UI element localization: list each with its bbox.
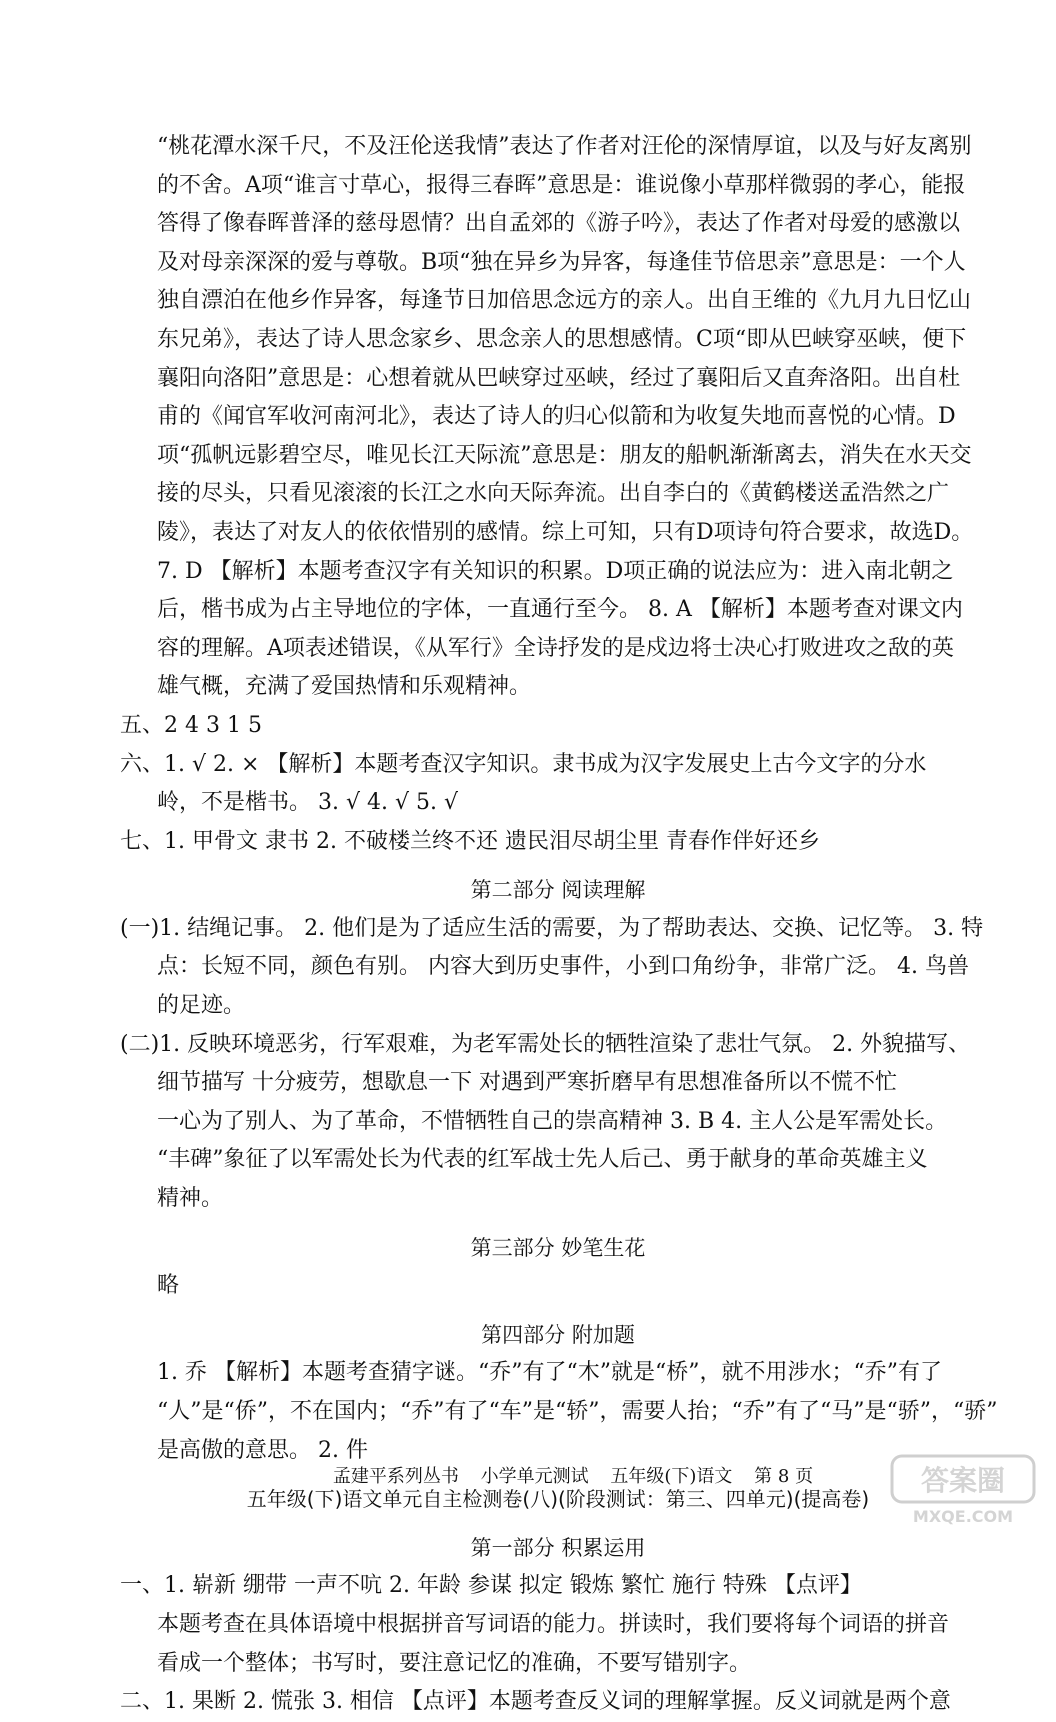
text-line: “桃花潭水深千尺，不及汪伦送我情”表达了作者对汪伦的深情厚谊，以及与好友离别 <box>157 134 972 159</box>
watermark-url: MXQE.COM <box>912 1507 1014 1526</box>
section-heading: 第二部分 阅读理解 <box>470 878 646 903</box>
text-line: 二、1. 果断 2. 慌张 3. 相信 【点评】本题考查反义词的理解掌握。反义词就是两个意 <box>120 1689 951 1715</box>
text-line: 七、1. 甲骨文 隶书 2. 不破楼兰终不还 遗民泪尽胡尘里 青春作伴好还乡 <box>120 828 820 854</box>
watermark-text: 答案圈 <box>920 1464 1006 1497</box>
footer-series: 孟建平系列丛书 <box>332 1466 459 1487</box>
text-line: 接的尽头，只看见滚滚的长江之水向天际奔流。出自李白的《黄鹤楼送孟浩然之广 <box>157 481 950 507</box>
text-line: 五、2 4 3 1 5 <box>120 712 262 738</box>
text-line: 六、1. √ 2. × 【解析】本题考查汉字知识。隶书成为汉字发展史上古今文字的分水 <box>120 751 927 777</box>
text-line: 的足迹。 <box>157 993 246 1019</box>
text-line: (二)1. 反映环境恶劣，行军艰难，为老军需处长的牺牲渲染了悲壮气氛。 2. 外貌描写、 <box>120 1031 971 1057</box>
text-line: 及对母亲深深的爱与尊敬。B项“独在异乡为异客，每逢佳节倍思亲”意思是：一个人 <box>157 249 966 275</box>
watermark-logo-icon <box>888 1450 1038 1530</box>
text-line: 一心为了别人、为了革命，不惜牺牲自己的崇高精神 3. B 4. 主人公是军需处长。 <box>157 1108 948 1134</box>
section-heading: 第一部分 积累运用 <box>470 1535 646 1560</box>
text-line: 1. 乔 【解析】本题考查猜字谜。“乔”有了“木”就是“桥”，就不用涉水；“乔”有了 <box>157 1360 942 1386</box>
section-heading: 第三部分 妙笔生花 <box>470 1235 646 1260</box>
footer-grade: 五年级(下)语文 <box>610 1466 733 1487</box>
section-heading: 第四部分 附加题 <box>481 1322 635 1347</box>
text-line: 是高傲的意思。 2. 件 <box>157 1437 368 1463</box>
text-line: 的不舍。A项“谁言寸草心，报得三春晖”意思是：谁说像小草那样微弱的孝心，能报 <box>157 172 966 198</box>
text-line: 后，楷书成为占主导地位的字体，一直通行至今。 8. A 【解析】本题考查对课文内 <box>157 597 963 623</box>
text-line: (一)1. 结绳记事。 2. 他们是为了适应生活的需要，为了帮助表达、交换、记忆等。 3. 特 <box>120 915 984 941</box>
text-line: 独自漂泊在他乡作异客，每逢节日加倍思念远方的亲人。出自王维的《九月九日忆山 <box>157 288 972 314</box>
text-line: 雄气概，充满了爱国热情和乐观精神。 <box>157 674 532 700</box>
text-line: 容的理解。A项表述错误，《从军行》全诗抒发的是戍边将士决心打败进攻之敌的英 <box>157 635 954 661</box>
footer-page-number: 第 8 页 <box>754 1466 814 1487</box>
text-line: 岭，不是楷书。 3. √ 4. √ 5. √ <box>157 790 458 816</box>
text-line: 甫的《闻官军收河南河北》，表达了诗人的归心似箭和为收复失地而喜悦的心情。D <box>157 404 956 430</box>
text-line: 细节描写 十分疲劳，想歇息一下 对遇到严寒折磨早有思想准备所以不慌不忙 <box>157 1070 897 1096</box>
text-line: 略 <box>157 1273 180 1299</box>
text-line: 答得了像春晖普泽的慈母恩情？出自孟郊的《游子吟》，表达了作者对母爱的感激以 <box>157 211 961 237</box>
text-line: 襄阳向洛阳”意思是：心想着就从巴峡穿过巫峡，经过了襄阳后又直奔洛阳。出自杜 <box>157 365 961 391</box>
text-line: 东兄弟》，表达了诗人思念家乡、思念亲人的思想感情。C项“即从巴峡穿巫峡，便下 <box>157 326 967 352</box>
test-title: 五年级(下)语文单元自主检测卷(八)(阶段测试：第三、四单元)(提高卷) <box>246 1487 870 1512</box>
text-line: 看成一个整体；书写时，要注意记忆的准确，不要写错别字。 <box>157 1650 752 1676</box>
footer-book: 小学单元测试 <box>480 1466 589 1487</box>
text-line: 点：长短不同，颜色有别。 内容大到历史事件，小到口角纷争，非常广泛。 4. 鸟兽 <box>157 954 969 980</box>
text-line: 一、1. 崭新 绷带 一声不吭 2. 年龄 参谋 拟定 锻炼 繁忙 施行 特殊 【点评】 <box>120 1573 862 1599</box>
text-line: 项“孤帆远影碧空尽，唯见长江天际流”意思是：朋友的船帆渐渐离去，消失在水天交 <box>157 442 972 468</box>
text-line: 本题考查在具体语境中根据拼音写词语的能力。拼读时，我们要将每个词语的拼音 <box>157 1611 950 1637</box>
text-line: “丰碑”象征了以军需处长为代表的红军战士先人后己、勇于献身的革命英雄主义 <box>157 1147 928 1173</box>
text-line: 7. D 【解析】本题考查汉字有关知识的积累。D项正确的说法应为：进入南北朝之 <box>157 558 954 584</box>
text-line: 精神。 <box>157 1186 224 1212</box>
text-line: “人”是“侨”，不在国内；“乔”有了“车”是“轿”，需要人抬；“乔”有了“马”是“骄”，“骄” <box>157 1399 998 1424</box>
text-line: 陵》，表达了对友人的依依惜别的感情。综上可知，只有D项诗句符合要求，故选D。 <box>157 519 974 545</box>
